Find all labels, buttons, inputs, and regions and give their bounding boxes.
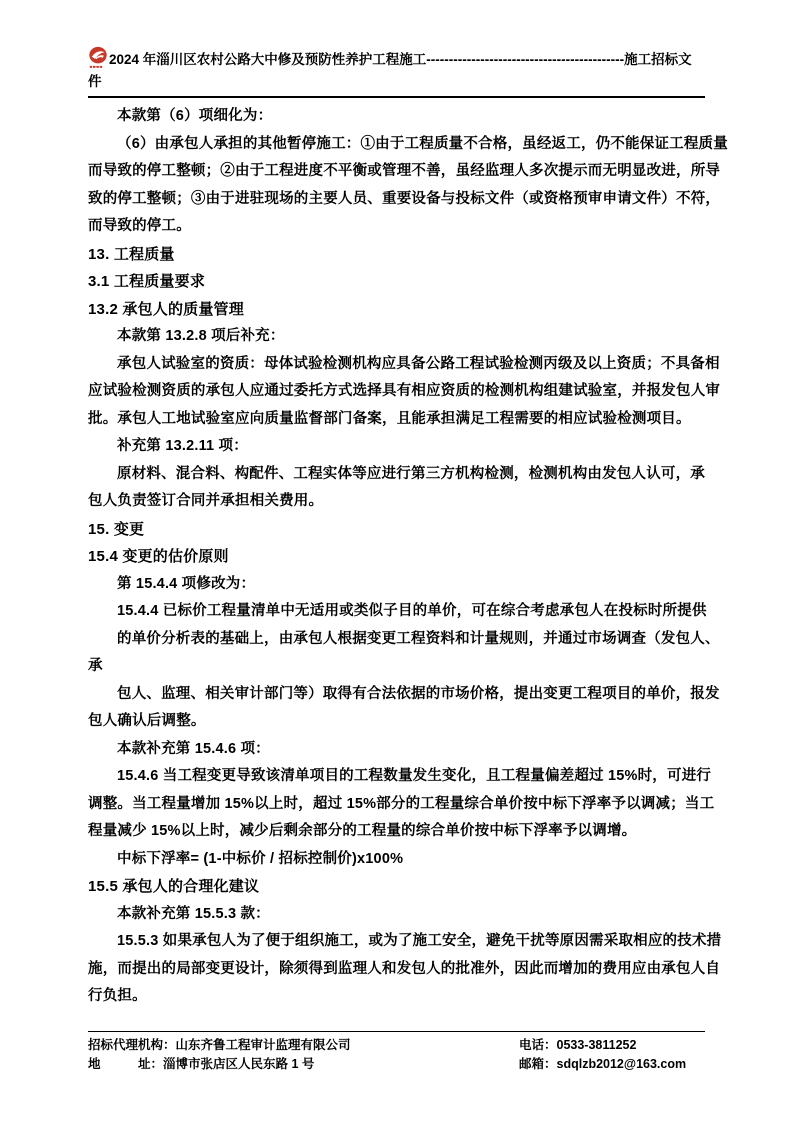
section-heading: 13. 工程质量 — [88, 245, 175, 263]
text-line: 批。承包人工地试验室应向质量监督部门备案，且能承担满足工程需要的相应试验检测项目。 — [88, 410, 691, 427]
text-line: 包人负责签订合同并承担相关费用。 — [88, 493, 324, 509]
text-line: 本款第 13.2.8 项后补充： — [117, 328, 285, 344]
company-seal-icon — [88, 46, 108, 70]
text-line: 承包人试验室的资质：母体试验检测机构应具备公路工程试验检测丙级及以上资质；不具备相 — [117, 355, 720, 372]
text-line: 第 15.4.4 项修改为： — [117, 575, 256, 592]
page-footer — [88, 1031, 705, 1074]
text-line: 中标下浮率= (1-中标价 / 招标控制价)x100% — [117, 850, 404, 867]
text-line: 补充第 13.2.11 项： — [117, 438, 248, 454]
phone-text: 电话：0533-3811252 — [519, 1038, 637, 1052]
section-heading: 13.2 承包人的质量管理 — [88, 300, 244, 318]
text-line: 的单价分析表的基础上，由承包人根据变更工程资料和计量规则，并通过市场调查（发包人、 — [117, 630, 720, 647]
text-line: 致的停工整顿；③由于进驻现场的主要人员、重要设备与投标文件（或资格预审申请文件）不符， — [88, 190, 721, 207]
text-line: 承 — [88, 658, 103, 674]
text-line: 而导致的停工。 — [88, 218, 191, 234]
text-line: 15.4.6 当工程变更导致该清单项目的工程数量发生变化，且工程量偏差超过 15%时，可进行 — [117, 768, 712, 784]
text-line: 本款补充第 15.4.6 项： — [117, 740, 270, 757]
document-body — [88, 103, 728, 1011]
text-line: 施，而提出的局部变更设计，除须得到监理人和发包人的批准外，因此而增加的费用应由承包人自 — [88, 960, 721, 977]
header-title-text: 2024 年淄川区农村公路大中修及预防性养护工程施工--------------------------------------------施工招标文件 — [88, 52, 692, 89]
address-text: 地 址：淄博市张店区人民东路 1 号 — [88, 1057, 315, 1071]
footer-row-1 — [88, 1036, 705, 1055]
text-line: 包人、监理、相关审计部门等）取得有合法依据的市场价格，提出变更工程项目的单价，报发 — [117, 685, 720, 702]
text-line: 15.5.3 如果承包人为了便于组织施工，或为了施工安全，避免干扰等原因需采取相应的技术措 — [117, 933, 722, 949]
text-line: 本款补充第 15.5.3 款： — [117, 905, 270, 922]
text-line: 15.4.4 已标价工程量清单中无适用或类似子目的单价，可在综合考虑承包人在投标时所提供 — [117, 603, 707, 619]
text-line: 本款第（6）项细化为： — [117, 108, 273, 124]
text-line: 行负担。 — [88, 988, 147, 1004]
section-heading: 15. 变更 — [88, 520, 145, 538]
section-heading: 15.5 承包人的合理化建议 — [88, 878, 260, 895]
text-line: 原材料、混合料、构配件、工程实体等应进行第三方机构检测，检测机构由发包人认可，承 — [117, 465, 705, 482]
text-line: 程量减少 15%以上时，减少后剩余部分的工程量的综合单价按中标下浮率予以调增。 — [88, 823, 637, 839]
text-line: 应试验检测资质的承包人应通过委托方式选择具有相应资质的检测机构组建试验室，并报发包人审 — [88, 383, 721, 399]
text-line: （6）由承包人承担的其他暂停施工：①由于工程质量不合格，虽经返工，仍不能保证工程质量 — [117, 135, 728, 152]
page-header — [88, 46, 705, 98]
agency-text: 招标代理机构：山东齐鲁工程审计监理有限公司 — [88, 1038, 351, 1052]
text-line: 调整。当工程量增加 15%以上时，超过 15%部分的工程量综合单价按中标下浮率予以调减；当工 — [88, 795, 715, 812]
footer-row-2 — [88, 1055, 705, 1074]
section-heading: 15.4 变更的估价原则 — [88, 548, 229, 565]
header-title — [88, 46, 705, 93]
email-text: 邮箱：sdqlzb2012@163.com — [519, 1057, 687, 1071]
text-line: 而导致的停工整顿；②由于工程进度不平衡或管理不善，虽经监理人多次提示而无明显改进，所导 — [88, 163, 721, 179]
text-line: 包人确认后调整。 — [88, 713, 206, 729]
section-heading: 3.1 工程质量要求 — [88, 273, 206, 290]
